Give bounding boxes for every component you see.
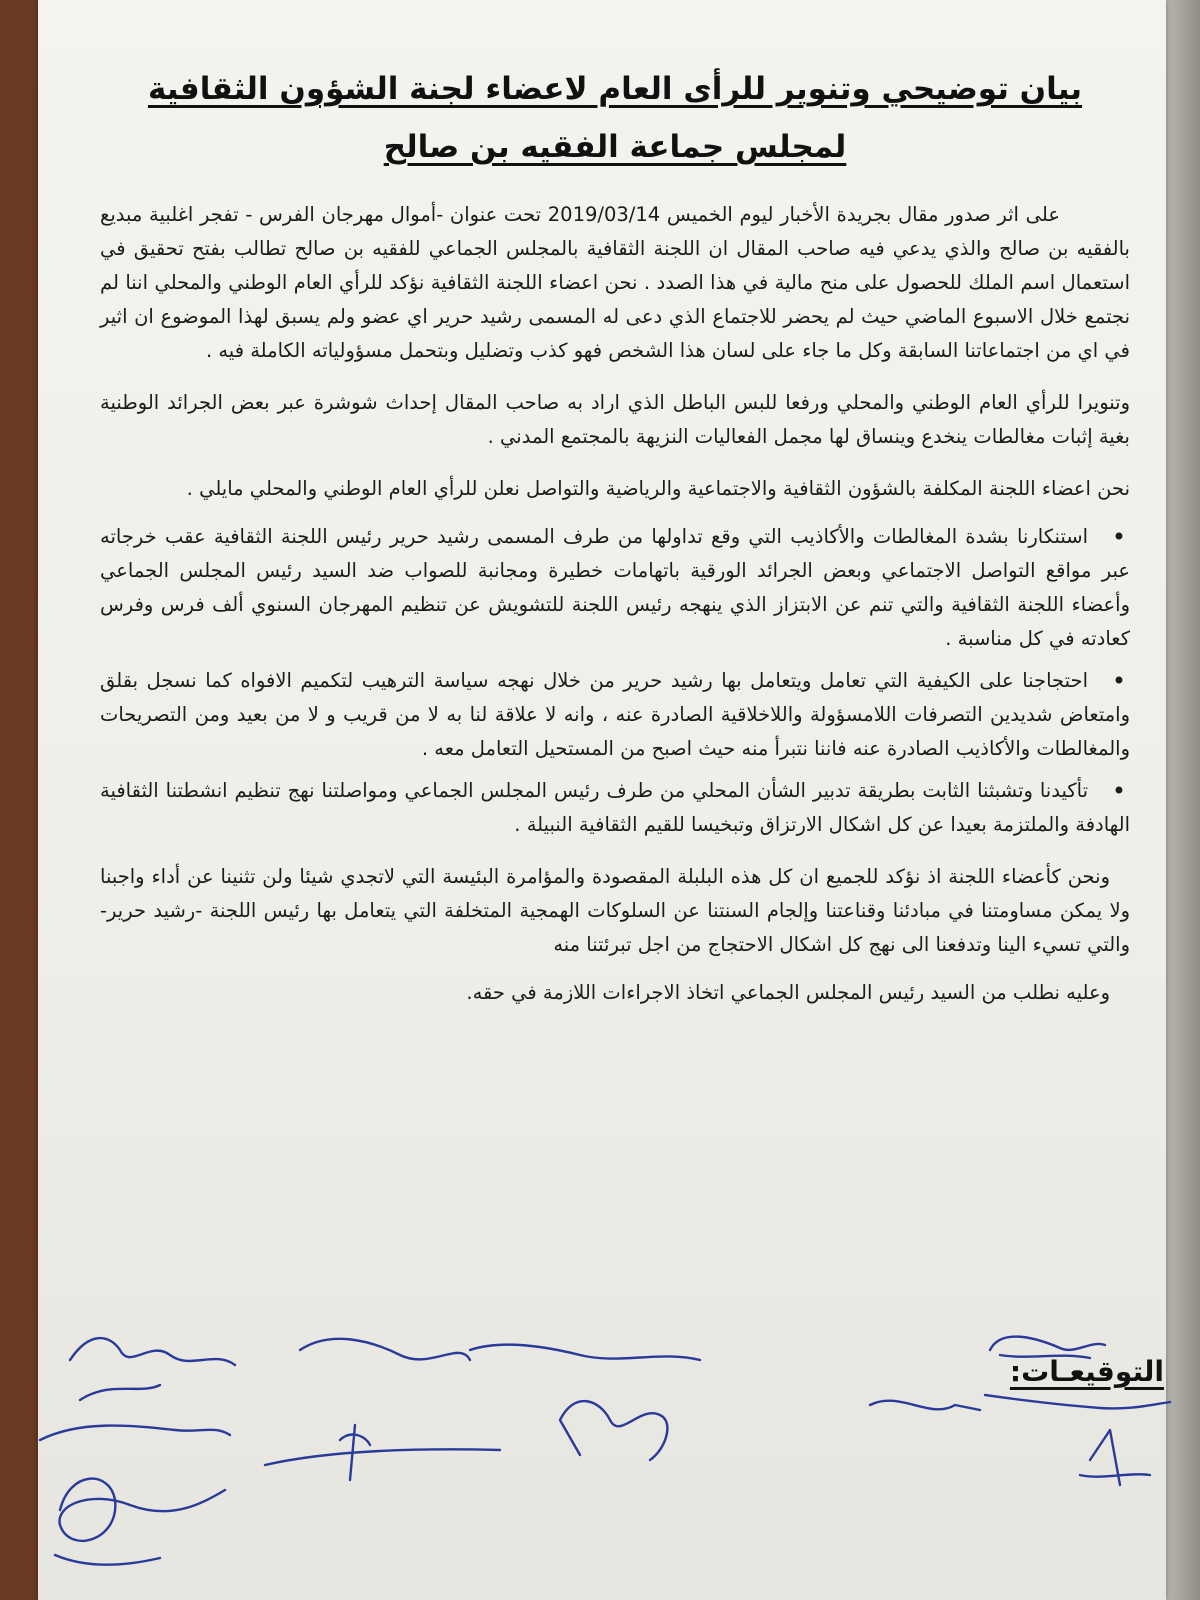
signature-scribble xyxy=(870,1395,1170,1410)
title-line-2: لمجلس جماعة الفقيه بن صالح xyxy=(383,129,847,165)
signature-scribble xyxy=(470,1345,700,1360)
signature-scribble xyxy=(1080,1430,1150,1485)
paragraph-intro: على اثر صدور مقال بجريدة الأخبار ليوم الخميس 2019/03/14 تحت عنوان -أموال مهرجان الفرس - تفجر اغلبية مبديع بالفقيه بن صالح والذي يدعي فيه صاحب المقال ان اللجنة الثقافية بالمجلس الجماعي للفقيه بن صالح تطالب بفتح تحقيق في استعمال اسم الملك للحصول على منح مالية في هذا الصدد . نحن اعضاء اللجنة الثقافية نؤكد للرأي العام الوطني والمحلي اننا لم نجتمع خلال الاسبوع الماضي حيث لم يحضر للاجتماع الذي دعى له المسمى رشيد حرير اي عضو ولم يسبق لهذا الموضوع ان اثير في اي من اجتماعاتنا السابقة وكل ما جاء على لسان هذا الشخص فهو كذب وتضليل وبتحمل مسؤولياته الكاملة فيه . xyxy=(100,203,1130,362)
signatures-heading: التوقيعـات: xyxy=(1009,1355,1164,1388)
paragraph-clarification: وتنويرا للرأي العام الوطني والمحلي ورفعا للبس الباطل الذي اراد به صاحب المقال إحداث شوشرة عبر بعض الجرائد الوطنية بغية إثبات مغالطات ينخدع وينساق لها مجمل الفعاليات النزيهة بالمجتمع المدني . xyxy=(100,391,1130,448)
bullet-item: • استنكارنا بشدة المغالطات والأكاذيب التي وقع تداولها من طرف المسمى رشيد حرير رئيس اللجنة الثقافية عقب خرجاته عبر مواقع التواصل الاجتماعي وبعض الجرائد الورقية باتهامات خطيرة ومجانبة للصواب ضد السيد رئيس المجلس الجماعي وأعضاء اللجنة الثقافية والتي تنم عن الابتزاز الذي ينهجه رئيس اللجنة للتشويش عن تنظيم المهرجان السنوي ألف فرس وفرس كعادته في كل مناسبة . xyxy=(100,520,1130,656)
handwritten-signatures xyxy=(0,1310,1200,1600)
signatures-area xyxy=(0,1310,1200,1600)
signature-scribble xyxy=(990,1337,1105,1358)
signature-scribble xyxy=(300,1339,470,1360)
letter-body xyxy=(100,60,1130,1010)
signature-scribble xyxy=(60,1479,225,1541)
bullet-list xyxy=(100,520,1130,842)
paragraph-declaration: نحن اعضاء اللجنة المكلفة بالشؤون الثقافية والاجتماعية والرياضية والتواصل نعلن للرأي العام الوطني والمحلي مايلي . xyxy=(186,477,1130,500)
title-line-1: بيان توضيحي وتنوير للرأى العام لاعضاء لجنة الشؤون الثقافية xyxy=(147,71,1083,107)
paragraph-request: وعليه نطلب من السيد رئيس المجلس الجماعي اتخاذ الاجراءات اللازمة في حقه. xyxy=(466,981,1110,1004)
document-title xyxy=(100,60,1130,176)
signature-scribble xyxy=(40,1426,230,1440)
signature-scribble xyxy=(55,1555,160,1565)
signature-scribble xyxy=(70,1338,235,1400)
signature-scribble xyxy=(265,1425,500,1480)
paragraph-closing: ونحن كأعضاء اللجنة اذ نؤكد للجميع ان كل هذه البلبلة المقصودة والمؤامرة البئيسة التي لاتجدي شيئا ولن تثنينا عن أداء واجبنا ولا يمكن مساومتنا في مبادئنا وقناعتنا وإلجام السنتنا عن السلوكات الهمجية المتخلفة التي يتعامل بها رئيس اللجنة -رشيد حرير- والتي تسيء الينا وتدفعنا الى نهج كل اشكال الاحتجاج من اجل تبرئتنا منه xyxy=(100,865,1130,956)
signature-scribble xyxy=(560,1401,667,1460)
bullet-item: • احتجاجنا على الكيفية التي تعامل ويتعامل بها رشيد حرير من خلال نهجه سياسة الترهيب لتكميم الافواه كما نسجل بقلق وامتعاض شديدين التصرفات اللامسؤولة واللاخلاقية الصادرة عنه ، وانه لا علاقة لنا به لا من قريب و لا من بعيد ومن التصريحات والمغالطات والأكاذيب الصادرة عنه فاننا نتبرأ منه حيث اصبح من المستحيل التعامل معه . xyxy=(100,664,1130,766)
bullet-item: • تأكيدنا وتشبثنا الثابت بطريقة تدبير الشأن المحلي من طرف رئيس المجلس الجماعي ومواصلتنا نهج تنظيم انشطتنا الثقافية الهادفة والملتزمة بعيدا عن كل اشكال الارتزاق وتبخيسا للقيم الثقافية النبيلة . xyxy=(100,774,1130,842)
